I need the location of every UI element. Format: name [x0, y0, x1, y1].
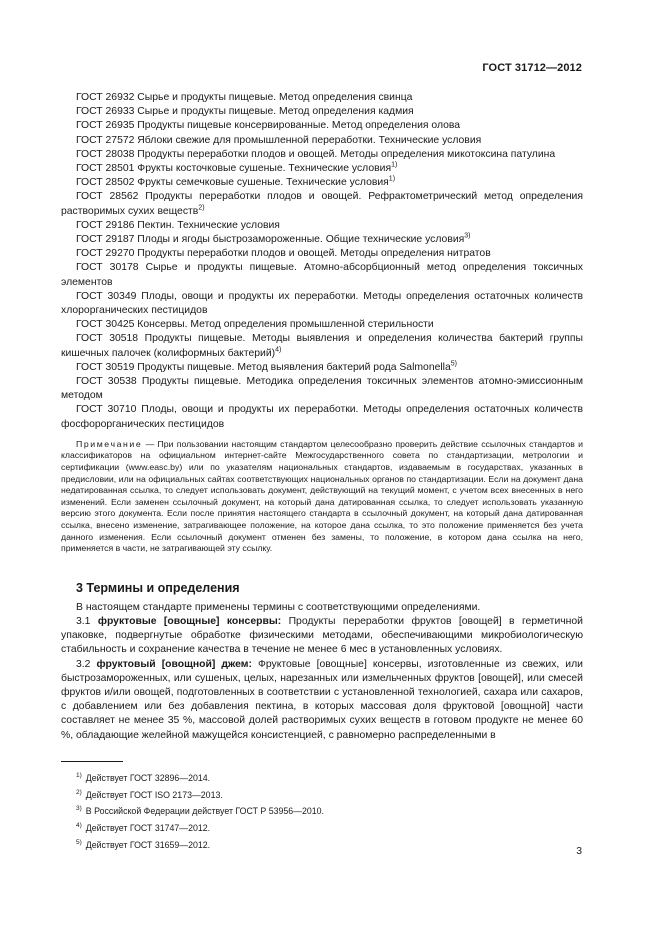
footnote-mark: 2)	[76, 788, 82, 796]
footnote-item	[76, 769, 556, 786]
reference-item	[61, 134, 583, 148]
reference-text: ГОСТ 29186 Пектин. Технические условия	[76, 219, 280, 231]
term-number: 3.1	[76, 616, 98, 628]
reference-item	[61, 91, 583, 105]
page-number: 3	[576, 846, 582, 857]
footnote-text: В Российской Федерации действует ГОСТ Р 53956—2010.	[85, 806, 324, 817]
reference-text: ГОСТ 29187 Плоды и ягоды быстрозамороженные. Общие технические условия	[76, 234, 465, 246]
footnote-text: Действует ГОСТ ISO 2173—2013.	[85, 789, 223, 800]
note	[61, 439, 583, 555]
footnote-item	[76, 786, 556, 803]
reference-item	[61, 148, 583, 162]
reference-text: ГОСТ 30710 Плоды, овощи и продукты их переработки. Методы определения остаточных количеств фосфорорганических пестицидов	[61, 404, 583, 430]
reference-text: ГОСТ 30538 Продукты пищевые. Методика определения токсичных элементов атомно-эмиссионным методом	[61, 376, 583, 402]
term-name: фруктовые [овощные] консервы:	[97, 616, 282, 628]
reference-item	[61, 247, 583, 261]
footnote-text: Действует ГОСТ 31747—2012.	[85, 822, 211, 833]
reference-text: ГОСТ 30425 Консервы. Метод определения промышленной стерильности	[76, 319, 434, 331]
term-name: фруктовый [овощной] джем:	[96, 658, 252, 670]
term-3-2	[61, 658, 583, 743]
reference-item	[61, 361, 583, 375]
footnote-mark: 3)	[76, 805, 82, 813]
footnote-marker: 1)	[388, 175, 396, 183]
reference-text: ГОСТ 28502 Фрукты семечковые сушеные. Технические условия	[76, 177, 389, 189]
reference-text: ГОСТ 27572 Яблоки свежие для промышленной переработки. Технические условия	[76, 134, 482, 146]
note-label: Примечание	[76, 438, 143, 449]
reference-text: ГОСТ 30178 Сырье и продукты пищевые. Атомно-абсорбционный метод определения токсичных элементов	[61, 262, 583, 288]
section-title: 3 Термины и определения	[76, 580, 240, 595]
footnote-item	[76, 836, 556, 853]
reference-text: ГОСТ 28038 Продукты переработки плодов и овощей. Методы определения микотоксина патулина	[76, 148, 556, 160]
document-header: ГОСТ 31712—2012	[482, 62, 582, 74]
reference-text: ГОСТ 30519 Продукты пищевые. Метод выявления бактерий рода Salmonella	[76, 361, 451, 373]
footnote-mark: 4)	[76, 821, 82, 829]
reference-item	[61, 233, 583, 247]
term-definition: Продукты переработки фруктов [овощей] в герметичной упаковке, подвергнутые обработке физическими методами, обеспечивающими микробиологическую стабильность и сохранение качества в течение не менее 6 мес в установленных условиях.	[61, 616, 583, 656]
section-intro: В настоящем стандарте применены термины с соответствующими определениями.	[76, 601, 481, 613]
reference-item	[61, 219, 583, 233]
reference-item	[61, 176, 583, 190]
footnote-marker: 2)	[198, 204, 205, 212]
reference-item	[61, 105, 583, 119]
reference-text: ГОСТ 26932 Сырье и продукты пищевые. Метод определения свинца	[76, 92, 413, 103]
reference-item	[61, 162, 583, 176]
reference-item	[61, 403, 583, 431]
reference-item	[61, 332, 583, 360]
reference-item	[61, 375, 583, 403]
reference-text: ГОСТ 26933 Сырье и продукты пищевые. Метод определения кадмия	[76, 106, 414, 118]
reference-text: ГОСТ 28501 Фрукты косточковые сушеные. Технические условия	[76, 163, 392, 175]
reference-text: ГОСТ 29270 Продукты переработки плодов и овощей. Методы определения нитратов	[76, 248, 491, 260]
footnote-mark: 1)	[76, 772, 82, 779]
reference-item	[61, 119, 583, 133]
normative-references-list	[61, 91, 583, 432]
term-definition: Фруктовые [овощные] консервы, изготовленные из свежих, или быстрозамороженных, или сушеных, целых, нарезанных или измельченных фруктов [овощей], или смесей фруктов и/или овощей, подготовленных в соответствии с установленной технологией, сахара или сахаров, с добавлением или без добавления пектина, в которых массовая доля фруктовой [овощной] части составляет не менее 35 %, массовой долей растворимых сухих веществ в готовом продукте не менее 60 %, обладающие желейной мажущейся консистенцией, с равномерно распределенными в	[61, 658, 583, 741]
footnote-item	[76, 819, 556, 836]
reference-item	[61, 318, 583, 332]
footnote-mark: 5)	[76, 838, 82, 846]
footnote-item	[76, 802, 556, 819]
reference-item	[61, 190, 583, 218]
note-text: — При пользовании настоящим стандартом целесообразно проверить действие ссылочных стандартов и классификаторов на официальном интернет-сайте Межгосударственного совета по стандартизации, метрологии и сертификации (www.easc.by) или по указателям национальных стандартов, издаваемым в государствах, указанных в предисловии, или на официальных сайтах соответствующих национальных органов по стандартизации. Если на документ дана недатированная ссылка, то следует использовать документ, действующий на текущий момент, с учетом всех внесенных в него изменений. Если заменен ссылочный документ, на который дана датированная ссылка, то следует использовать указанную версию этого документа. Если после принятия настоящего стандарта в ссылочный документ, на который дана датированная ссылка, внесено изменение, затрагивающее положение, на которое дана ссылка, то это положение применяется без учета данного изменения. Если ссылочный документ отменен без замены, то положение, в котором дана ссылка на него, применяется в части, не затрагивающей эту ссылку.	[61, 438, 583, 554]
footnote-marker: 4)	[275, 346, 282, 354]
reference-text: ГОСТ 28562 Продукты переработки плодов и овощей. Рефрактометрический метод определения растворимых сухих веществ	[61, 191, 583, 217]
reference-item	[61, 261, 583, 289]
footnote-text: Действует ГОСТ 31659—2012.	[85, 839, 211, 850]
reference-text: ГОСТ 30518 Продукты пищевые. Методы выявления и определения количества бактерий группы кишечных палочек (колиформных бактерий)	[61, 333, 583, 359]
footnote-marker: 3)	[464, 232, 471, 240]
footnotes	[76, 769, 556, 852]
footnote-marker: 5)	[450, 360, 458, 368]
term-number: 3.2	[76, 658, 97, 670]
reference-text: ГОСТ 30349 Плоды, овощи и продукты их переработки. Методы определения остаточных количеств хлорорганических пестицидов	[61, 290, 583, 317]
reference-item	[61, 290, 583, 318]
main-content	[61, 91, 583, 743]
footnote-divider	[61, 761, 123, 762]
term-3-1	[61, 615, 583, 658]
footnote-text: Действует ГОСТ 32896—2014.	[85, 772, 211, 783]
reference-text: ГОСТ 26935 Продукты пищевые консервированные. Метод определения олова	[76, 120, 461, 132]
footnote-marker: 1)	[391, 161, 398, 169]
